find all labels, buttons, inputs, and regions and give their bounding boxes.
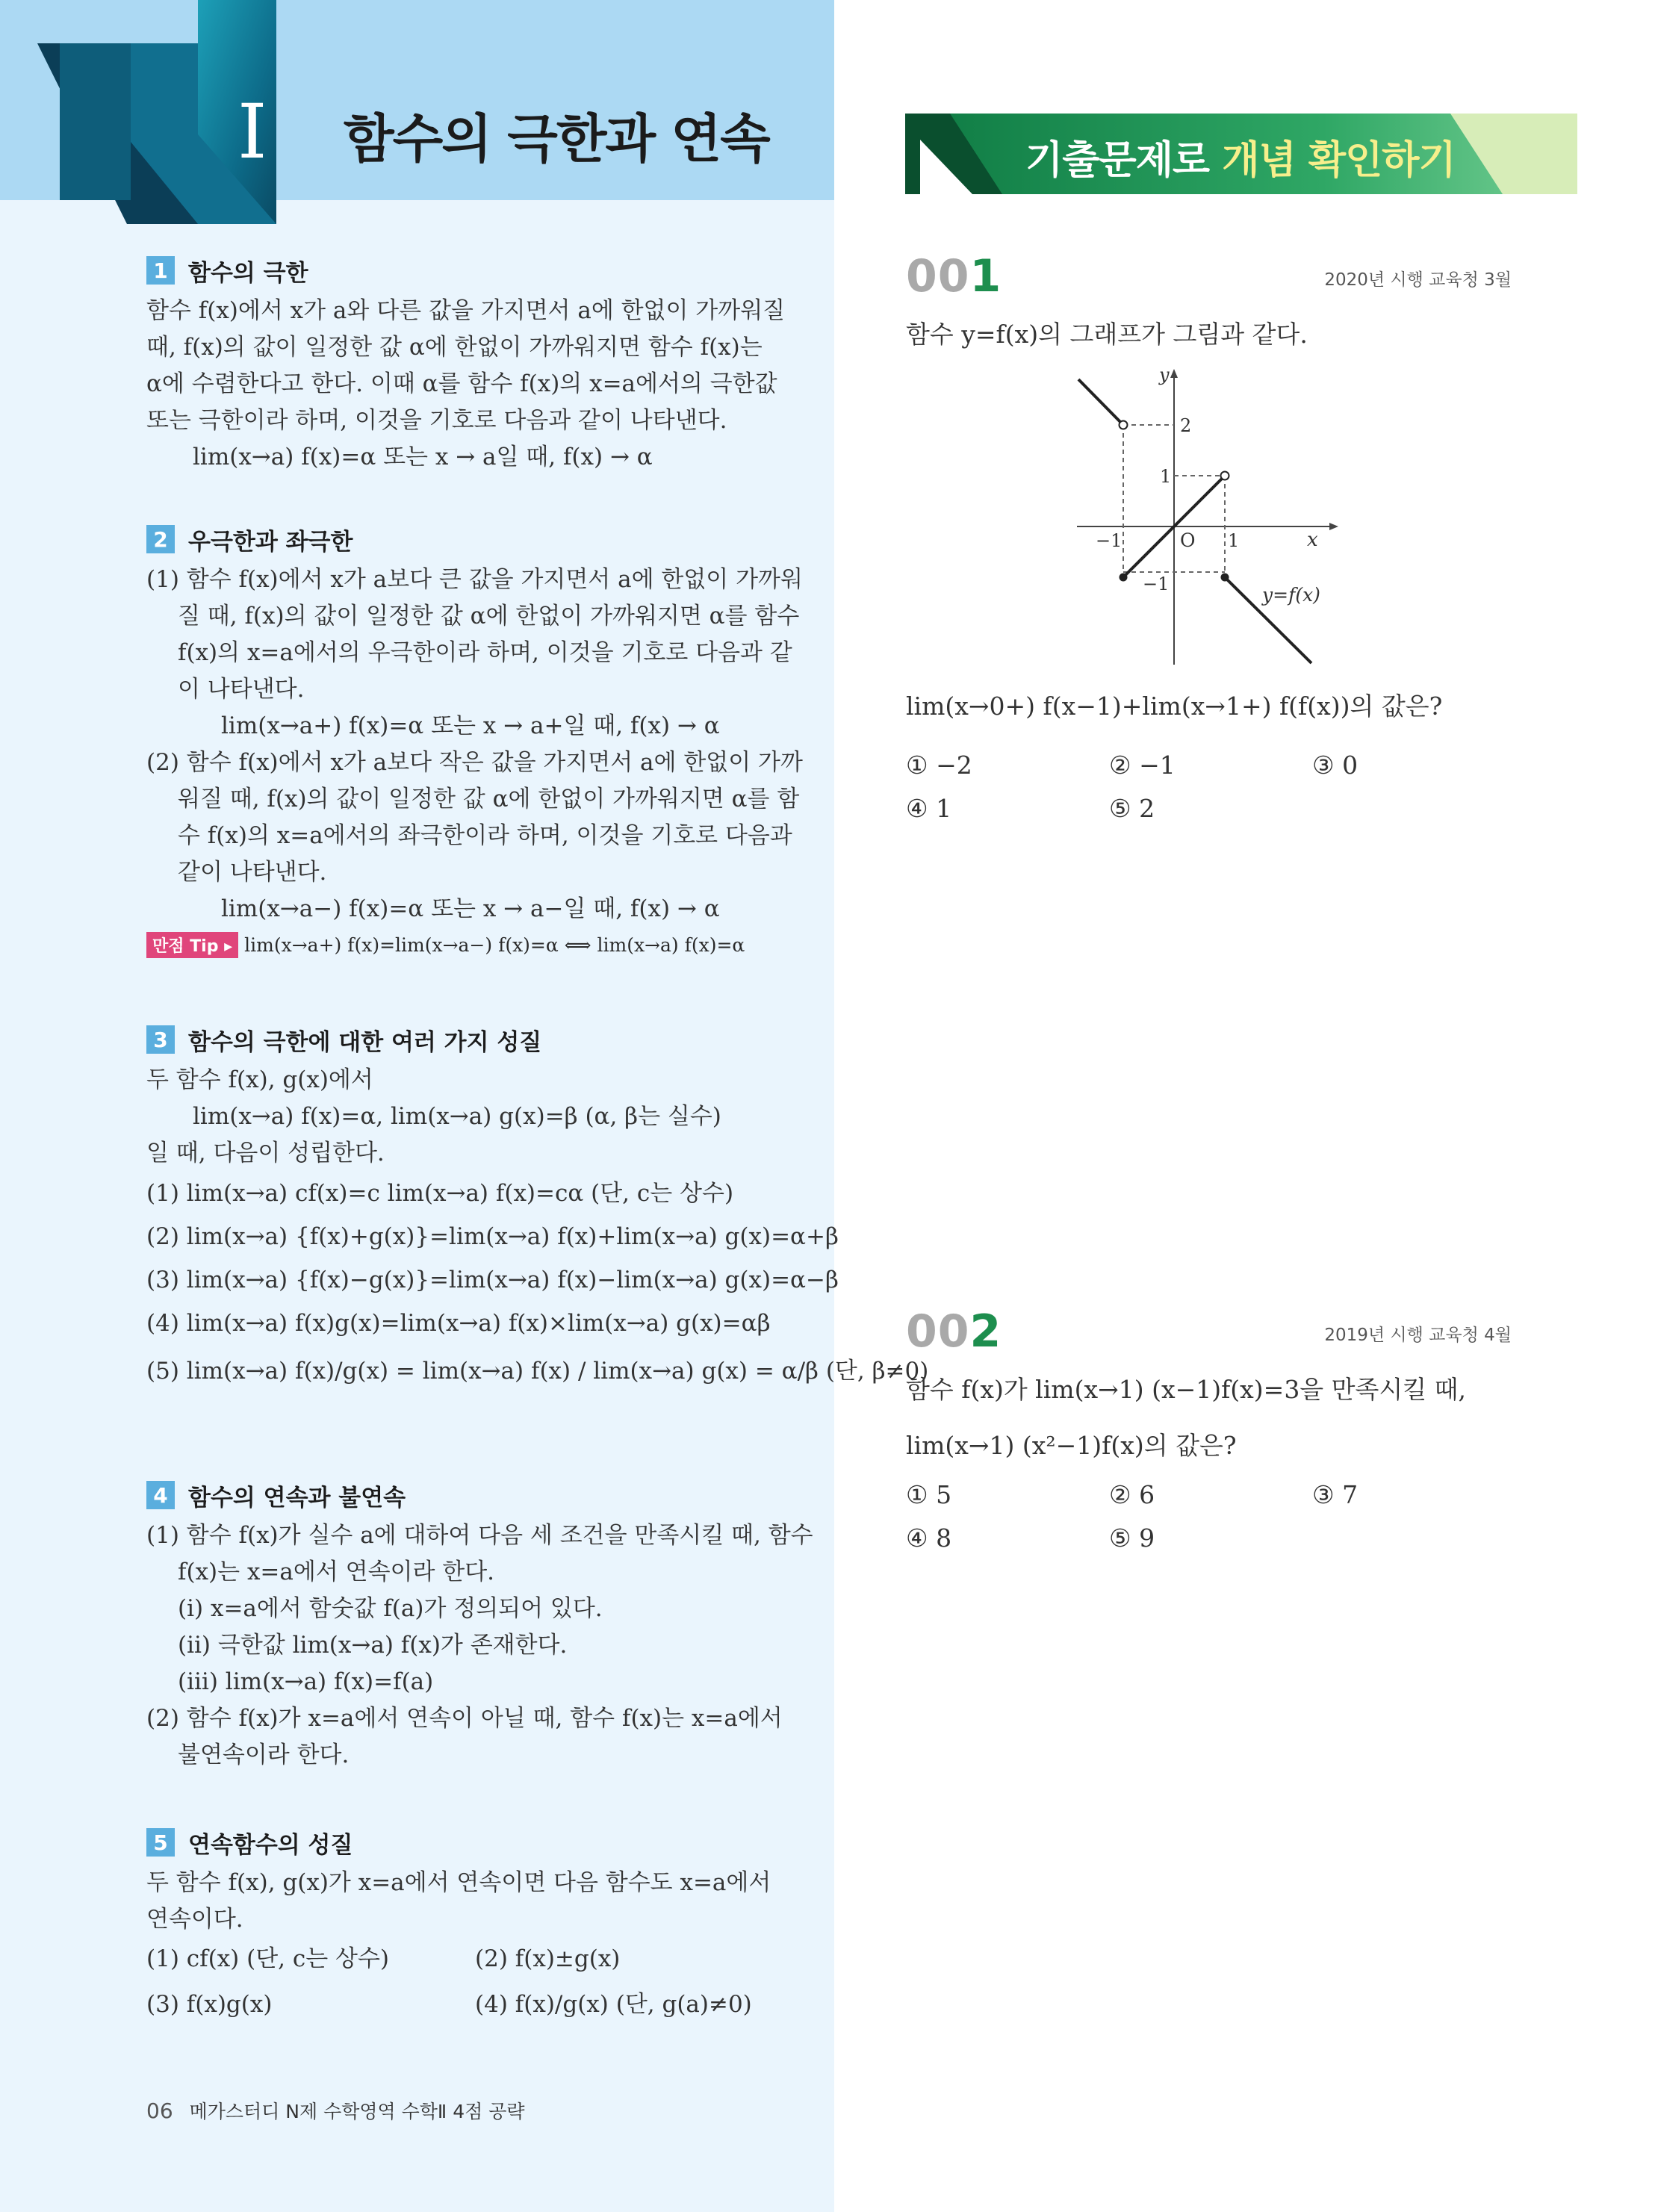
- question-number-last: 2: [969, 1305, 1002, 1358]
- choice-1[interactable]: ① 5: [906, 1480, 952, 1509]
- section-title: 우극한과 좌극한: [188, 528, 353, 556]
- section-number: 4: [146, 1481, 175, 1509]
- text-line: 또는 극한이라 하며, 이것을 기호로 다음과 같이 나타낸다.: [146, 407, 727, 434]
- banner-main: 기출문제로: [1025, 138, 1223, 183]
- question-source: 2019년 시행 교육청 4월: [1324, 1326, 1512, 1345]
- text-line: (1) 함수 f(x)가 실수 a에 대하여 다음 세 조건을 만족시킬 때, 함수: [146, 1522, 813, 1549]
- text-line: 때, f(x)의 값이 일정한 값 α에 한없이 가까워지면 함수 f(x)는: [146, 334, 763, 361]
- question-number: [906, 1305, 1002, 1358]
- property-line: (5) lim(x→a) f(x)/g(x) = lim(x→a) f(x) / lim(x→a) g(x) = α/β (단, β≠0): [146, 1358, 929, 1385]
- property-line: (2) lim(x→a) {f(x)+g(x)}=lim(x→a) f(x)+lim(x→a) g(x)=α+β: [146, 1223, 839, 1250]
- condition-line: (ⅱ) 극한값 lim(x→a) f(x)가 존재한다.: [178, 1632, 568, 1659]
- choice-2[interactable]: ② 6: [1109, 1480, 1155, 1509]
- tick-label: −1: [1096, 530, 1123, 551]
- text-line: 질 때, f(x)의 값이 일정한 값 α에 한없이 가까워지면 α를 함수: [178, 603, 800, 630]
- property-item: (2) f(x)±g(x): [475, 1945, 621, 1972]
- section-title: 연속함수의 성질: [188, 1831, 353, 1859]
- question-prompt: lim(x→1) (x²−1)f(x)의 값은?: [906, 1431, 1237, 1460]
- answer-choices: [906, 1480, 1474, 1559]
- page-number: 06: [146, 2098, 173, 2123]
- section-3: [146, 1023, 928, 1397]
- section-2: [146, 523, 803, 958]
- formula-line: lim(x→a) f(x)=α, lim(x→a) g(x)=β (α, β는 실수): [193, 1103, 721, 1130]
- text-line: f(x)는 x=a에서 연속이라 한다.: [178, 1559, 495, 1585]
- condition-line: (ⅲ) lim(x→a) f(x)=f(a): [178, 1668, 434, 1695]
- question-number: [906, 250, 1002, 302]
- text-line: f(x)의 x=a에서의 우극한이라 하며, 이것을 기호로 다음과 같: [178, 639, 792, 666]
- question-number-last: 1: [969, 250, 1002, 302]
- text-line: 연속이다.: [146, 1906, 243, 1933]
- y-axis-label: y: [1159, 366, 1170, 385]
- text-line: 함수 f(x)에서 x가 a와 다른 값을 가지면서 a에 한없이 가까워질: [146, 297, 786, 324]
- book-title: 메가스터디 N제 수학영역 수학Ⅱ 4점 공략: [189, 2101, 525, 2122]
- section-number: 3: [146, 1025, 175, 1054]
- tick-label: 2: [1180, 415, 1192, 436]
- property-line: (3) lim(x→a) {f(x)−g(x)}=lim(x→a) f(x)−lim(x→a) g(x)=α−β: [146, 1267, 839, 1293]
- section-number: 2: [146, 525, 175, 553]
- formula-line: lim(x→a−) f(x)=α 또는 x → a−일 때, f(x) → α: [221, 895, 720, 922]
- choice-3[interactable]: ③ 7: [1312, 1480, 1359, 1509]
- chapter-logo: [37, 0, 321, 224]
- section-number: 1: [146, 256, 175, 285]
- tip-badge: 만점 Tip ▸: [146, 932, 238, 958]
- choice-4[interactable]: ④ 8: [906, 1523, 952, 1553]
- text-line: 같이 나타낸다.: [178, 859, 327, 886]
- text-line: 일 때, 다음이 성립한다.: [146, 1140, 385, 1166]
- question-prompt: lim(x→0+) f(x−1)+lim(x→1+) f(f(x))의 값은?: [906, 692, 1443, 721]
- choice-4[interactable]: ④ 1: [906, 794, 952, 823]
- text-line: (1) 함수 f(x)에서 x가 a보다 큰 값을 가지면서 a에 한없이 가까워: [146, 566, 803, 593]
- section-title: 함수의 극한: [188, 259, 308, 287]
- question-text: 함수 y=f(x)의 그래프가 그림과 같다.: [906, 320, 1308, 349]
- tip-text: lim(x→a+) f(x)=lim(x→a−) f(x)=α ⟺ lim(x→a) f(x)=α: [244, 934, 745, 956]
- section-title: 함수의 극한에 대한 여러 가지 성질: [188, 1028, 542, 1056]
- text-line: 두 함수 f(x), g(x)가 x=a에서 연속이면 다음 함수도 x=a에서: [146, 1869, 771, 1896]
- tip-box: [146, 932, 803, 958]
- x-axis-label: x: [1307, 529, 1318, 551]
- page-footer: [146, 2097, 525, 2124]
- section-4: [146, 1479, 813, 1774]
- text-line: (2) 함수 f(x)가 x=a에서 연속이 아닐 때, 함수 f(x)는 x=a에서: [146, 1705, 783, 1732]
- text-line: 불연속이라 한다.: [178, 1742, 350, 1768]
- function-graph: [1068, 366, 1344, 668]
- section-5: [146, 1826, 804, 2023]
- choice-1[interactable]: ① −2: [906, 751, 972, 780]
- banner-title: [1025, 128, 1456, 184]
- question-source: 2020년 시행 교육청 3월: [1324, 270, 1512, 290]
- section-1: [146, 254, 785, 476]
- text-line: (2) 함수 f(x)에서 x가 a보다 작은 값을 가지면서 a에 한없이 가까: [146, 749, 803, 776]
- property-item: (1) cf(x) (단, c는 상수): [146, 1945, 390, 1972]
- choice-5[interactable]: ⑤ 2: [1109, 794, 1155, 823]
- banner-accent: 개념 확인하기: [1222, 138, 1456, 183]
- text-line: 수 f(x)의 x=a에서의 좌극한이라 하며, 이것을 기호로 다음과: [178, 822, 792, 849]
- property-item: (4) f(x)/g(x) (단, g(a)≠0): [475, 1991, 752, 2018]
- text-line: 두 함수 f(x), g(x)에서: [146, 1066, 373, 1093]
- formula-line: lim(x→a) f(x)=α 또는 x → a일 때, f(x) → α: [193, 444, 653, 470]
- tick-label: 1: [1228, 530, 1240, 551]
- question-number-prefix: 00: [906, 1305, 970, 1358]
- property-line: (1) lim(x→a) cf(x)=c lim(x→a) f(x)=cα (단, c는 상수): [146, 1180, 734, 1207]
- text-line: 워질 때, f(x)의 값이 일정한 값 α에 한없이 가까워지면 α를 함: [178, 786, 800, 813]
- choice-5[interactable]: ⑤ 9: [1109, 1523, 1155, 1553]
- text-line: 이 나타낸다.: [178, 676, 305, 703]
- section-number: 5: [146, 1828, 175, 1857]
- choice-2[interactable]: ② −1: [1109, 751, 1176, 780]
- formula-line: lim(x→a+) f(x)=α 또는 x → a+일 때, f(x) → α: [221, 712, 720, 739]
- choice-3[interactable]: ③ 0: [1312, 751, 1359, 780]
- text-line: α에 수렴한다고 한다. 이때 α를 함수 f(x)의 x=a에서의 극한값: [146, 370, 777, 397]
- answer-choices: [906, 751, 1474, 830]
- question-text: 함수 f(x)가 lim(x→1) (x−1)f(x)=3을 만족시킬 때,: [906, 1375, 1467, 1404]
- tick-label: 1: [1160, 466, 1172, 487]
- chapter-title: 함수의 극한과 연속: [344, 108, 769, 170]
- chapter-numeral: I: [237, 88, 267, 175]
- origin-label: O: [1180, 529, 1196, 551]
- condition-line: (ⅰ) x=a에서 함숫값 f(a)가 정의되어 있다.: [178, 1595, 603, 1622]
- function-label: y=f(x): [1262, 584, 1320, 606]
- question-number-prefix: 00: [906, 250, 970, 302]
- section-title: 함수의 연속과 불연속: [188, 1484, 406, 1512]
- tick-label: −1: [1143, 574, 1170, 594]
- property-item: (3) f(x)g(x): [146, 1991, 273, 2018]
- property-line: (4) lim(x→a) f(x)g(x)=lim(x→a) f(x)×lim(x→a) g(x)=αβ: [146, 1310, 771, 1337]
